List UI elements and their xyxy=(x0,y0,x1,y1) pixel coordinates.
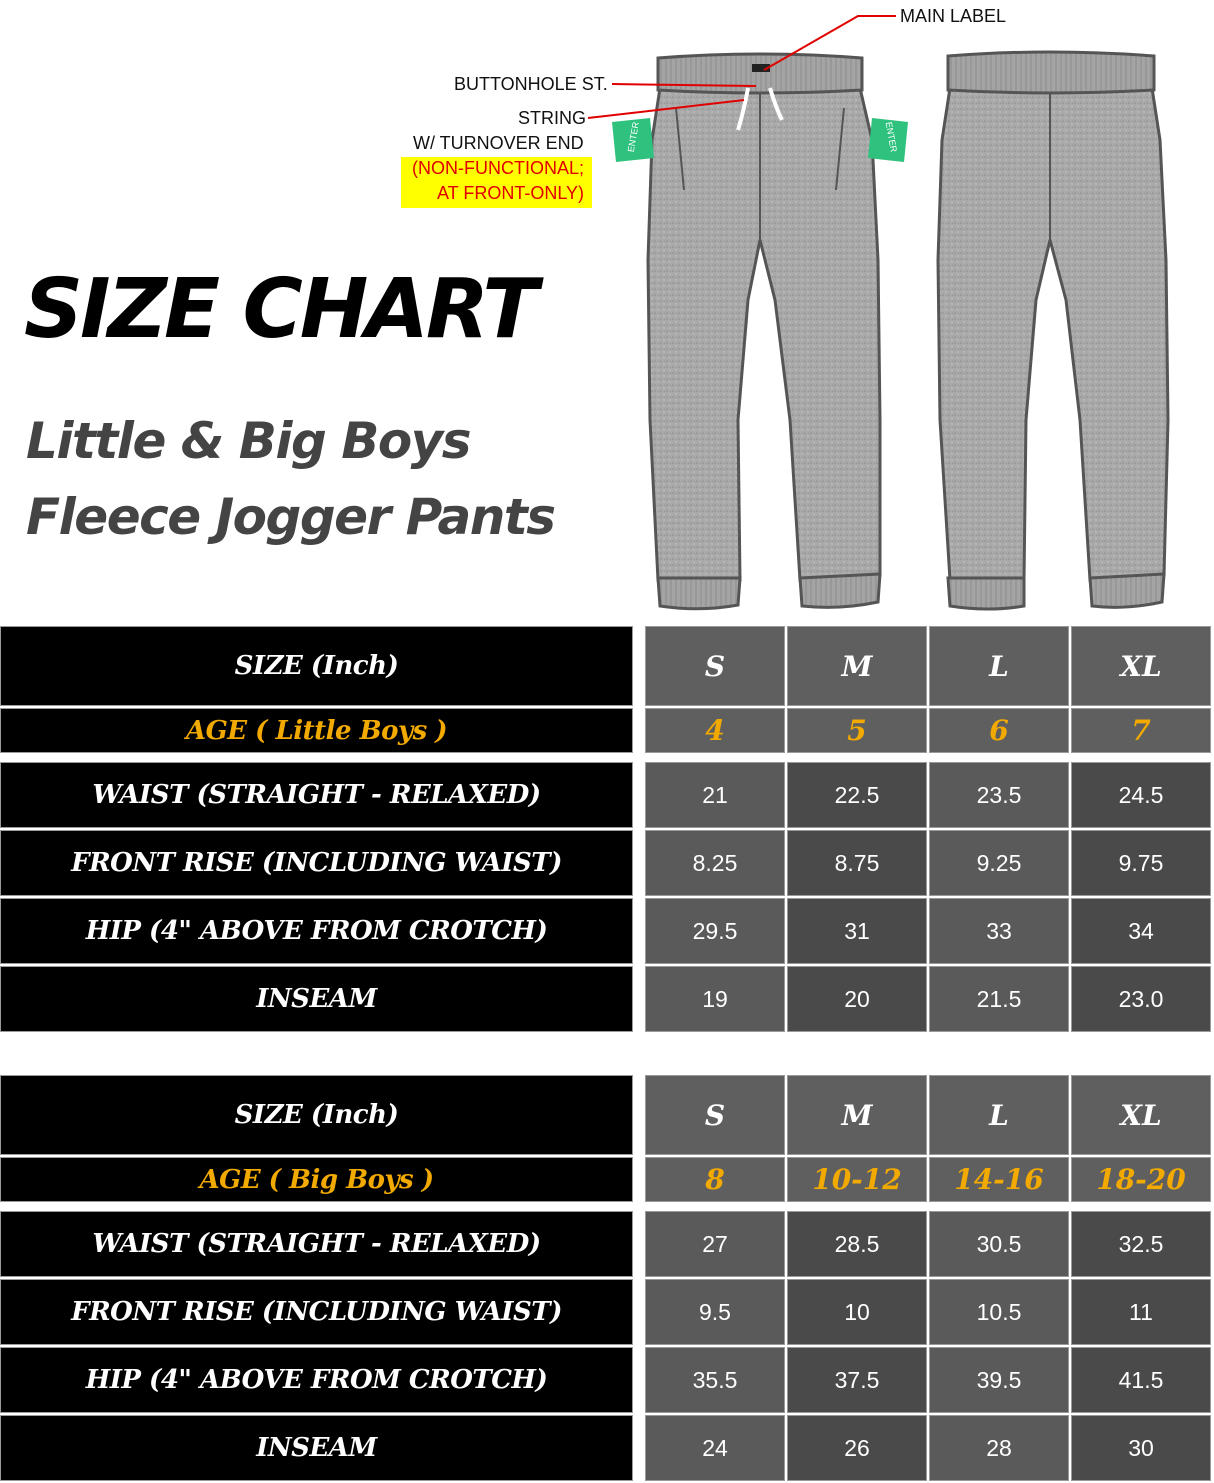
measure-value: 30.5 xyxy=(929,1211,1069,1277)
measure-value: 35.5 xyxy=(645,1347,785,1413)
measure-value: 11 xyxy=(1071,1279,1211,1345)
size-header-label: SIZE (Inch) xyxy=(0,1075,633,1155)
note-line-2: AT FRONT-ONLY) xyxy=(436,183,584,203)
measure-value: 39.5 xyxy=(929,1347,1069,1413)
measure-label-front-rise: FRONT RISE (INCLUDING WAIST) xyxy=(0,830,633,896)
measure-value: 19 xyxy=(645,966,785,1032)
size-header-cell: S xyxy=(645,1075,785,1155)
measure-value: 28.5 xyxy=(787,1211,927,1277)
measure-value: 28 xyxy=(929,1415,1069,1481)
measure-label-inseam: INSEAM xyxy=(0,1415,633,1481)
measure-label-inseam: INSEAM xyxy=(0,966,633,1032)
measure-value: 20 xyxy=(787,966,927,1032)
measure-value: 41.5 xyxy=(1071,1347,1211,1413)
size-header-cell: M xyxy=(787,626,927,706)
measure-value: 10.5 xyxy=(929,1279,1069,1345)
measure-value: 32.5 xyxy=(1071,1211,1211,1277)
age-cell: 8 xyxy=(645,1157,785,1202)
measure-label-front-rise: FRONT RISE (INCLUDING WAIST) xyxy=(0,1279,633,1345)
measure-value: 24.5 xyxy=(1071,762,1211,828)
size-header-cell: S xyxy=(645,626,785,706)
note-line-1: (NON-FUNCTIONAL; xyxy=(412,158,584,178)
page-title: SIZE CHART xyxy=(24,262,536,357)
age-cell: 10-12 xyxy=(787,1157,927,1202)
age-cell: 4 xyxy=(645,708,785,753)
subtitle-line-2: Fleece Jogger Pants xyxy=(26,488,555,546)
measure-value: 29.5 xyxy=(645,898,785,964)
measure-value: 24 xyxy=(645,1415,785,1481)
measure-value: 31 xyxy=(787,898,927,964)
pants-back-view xyxy=(938,52,1168,609)
measure-label-hip: HIP (4" ABOVE FROM CROTCH) xyxy=(0,898,633,964)
measure-value: 10 xyxy=(787,1279,927,1345)
turnover-callout: W/ TURNOVER END xyxy=(413,133,584,153)
measure-value: 23.0 xyxy=(1071,966,1211,1032)
measure-value: 21.5 xyxy=(929,966,1069,1032)
pocket-tag-right-label: ENTER xyxy=(883,121,899,153)
measure-value: 23.5 xyxy=(929,762,1069,828)
measure-value: 9.25 xyxy=(929,830,1069,896)
pocket-tag-left-label: ENTER xyxy=(625,121,641,153)
measure-value: 33 xyxy=(929,898,1069,964)
age-cell: 7 xyxy=(1071,708,1211,753)
size-header-label: SIZE (Inch) xyxy=(0,626,633,706)
measure-value: 21 xyxy=(645,762,785,828)
age-cell: 5 xyxy=(787,708,927,753)
measure-value: 22.5 xyxy=(787,762,927,828)
subtitle-line-1: Little & Big Boys xyxy=(26,412,471,470)
measure-label-waist: WAIST (STRAIGHT - RELAXED) xyxy=(0,1211,633,1277)
size-header-cell: L xyxy=(929,626,1069,706)
string-callout: STRING xyxy=(518,108,587,128)
measure-value: 9.75 xyxy=(1071,830,1211,896)
age-label: AGE ( Little Boys ) xyxy=(0,708,633,753)
measure-value: 27 xyxy=(645,1211,785,1277)
size-header-cell: L xyxy=(929,1075,1069,1155)
size-header-cell: XL xyxy=(1071,626,1211,706)
size-header-cell: M xyxy=(787,1075,927,1155)
size-header-cell: XL xyxy=(1071,1075,1211,1155)
measure-value: 30 xyxy=(1071,1415,1211,1481)
age-label: AGE ( Big Boys ) xyxy=(0,1157,633,1202)
age-cell: 6 xyxy=(929,708,1069,753)
measure-value: 9.5 xyxy=(645,1279,785,1345)
age-cell: 14-16 xyxy=(929,1157,1069,1202)
pants-front-view xyxy=(648,54,880,609)
age-cell: 18-20 xyxy=(1071,1157,1211,1202)
measure-value: 26 xyxy=(787,1415,927,1481)
main-label-callout: MAIN LABEL xyxy=(900,6,1007,26)
measure-label-hip: HIP (4" ABOVE FROM CROTCH) xyxy=(0,1347,633,1413)
buttonhole-callout: BUTTONHOLE ST. xyxy=(454,74,608,94)
non-functional-note xyxy=(401,157,592,208)
measure-value: 34 xyxy=(1071,898,1211,964)
measure-value: 8.75 xyxy=(787,830,927,896)
measure-value: 37.5 xyxy=(787,1347,927,1413)
measure-value: 8.25 xyxy=(645,830,785,896)
measure-label-waist: WAIST (STRAIGHT - RELAXED) xyxy=(0,762,633,828)
